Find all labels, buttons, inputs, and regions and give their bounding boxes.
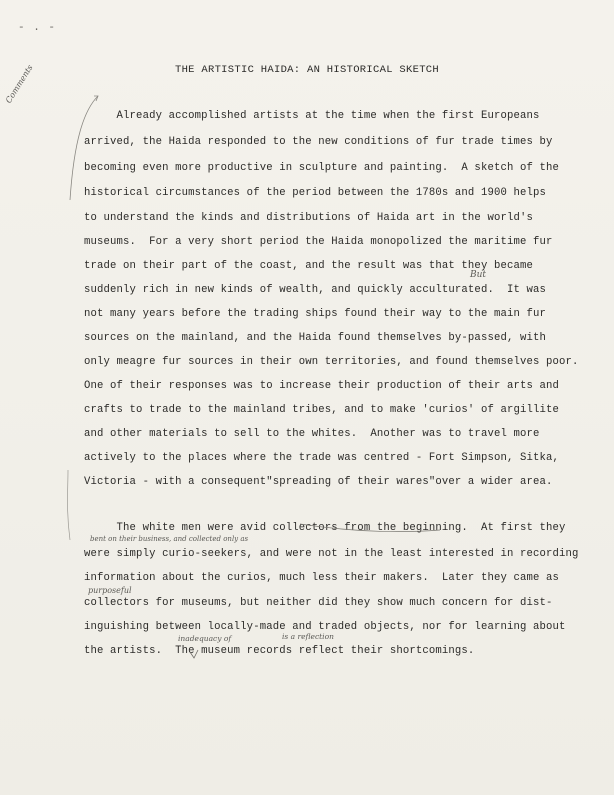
text-line: information about the curios, much less their makers. Later they came as: [84, 572, 560, 584]
annotation-reflection: is a reflection: [282, 632, 334, 641]
text-line: crafts to trade to the mainland tribes, and to make 'curios' of argillite: [84, 404, 560, 416]
text-line: collectors for museums, but neither did they show much concern for dist-: [84, 597, 553, 609]
margin-note: Comments: [4, 63, 35, 105]
text-line: not many years before the trading ships found their way to the main fur: [84, 308, 547, 320]
text-line: becoming even more productive in sculpture and painting. A sketch of the: [84, 162, 560, 174]
text-line: historical circumstances of the period between the 1780s and 1900 helps: [84, 187, 547, 199]
text-line: Already accomplished artists at the time when the first Europeans: [84, 110, 540, 122]
annotation-inadequacy: inadequacy of: [178, 634, 232, 643]
text-line: and other materials to sell to the whites. Another was to travel more: [84, 428, 540, 440]
text-line: One of their responses was to increase their production of their arts and: [84, 380, 560, 392]
text-line: inguishing between locally-made and traded objects, nor for learning about: [84, 621, 566, 633]
text-line: museums. For a very short period the Haida monopolized the maritime fur: [84, 236, 553, 248]
annotation-bent-on: bent on their business, and collected only as: [90, 535, 249, 543]
text-line: trade on their part of the coast, and the result was that they became: [84, 260, 534, 272]
text-line: arrived, the Haida responded to the new conditions of fur trade times by: [84, 136, 553, 148]
text-line: actively to the places where the trade was centred - Fort Simpson, Sitka,: [84, 452, 560, 464]
text-line: to understand the kinds and distributions of Haida art in the world's: [84, 212, 534, 224]
text-line: were simply curio-seekers, and were not in the least interested in recording: [84, 548, 579, 560]
page-title: THE ARTISTIC HAIDA: AN HISTORICAL SKETCH: [174, 64, 440, 76]
text-line: sources on the mainland, and the Haida found themselves by-passed, with: [84, 332, 547, 344]
text-line: Victoria - with a consequent"spreading of their wares"over a wider area.: [84, 476, 553, 488]
text-line: only meagre fur sources in their own territories, and found themselves poor.: [84, 356, 579, 368]
text-line: suddenly rich in new kinds of wealth, and quickly acculturated. It was: [84, 284, 547, 296]
text-line: The white men were avid collectors from the beginning. At first they: [84, 522, 566, 534]
text-line: the artists. The museum records reflect their shortcomings.: [84, 645, 475, 657]
annotation-but: But: [470, 270, 487, 280]
header-mark: - . -: [18, 22, 57, 34]
annotation-purposeful: purposeful: [88, 586, 132, 595]
